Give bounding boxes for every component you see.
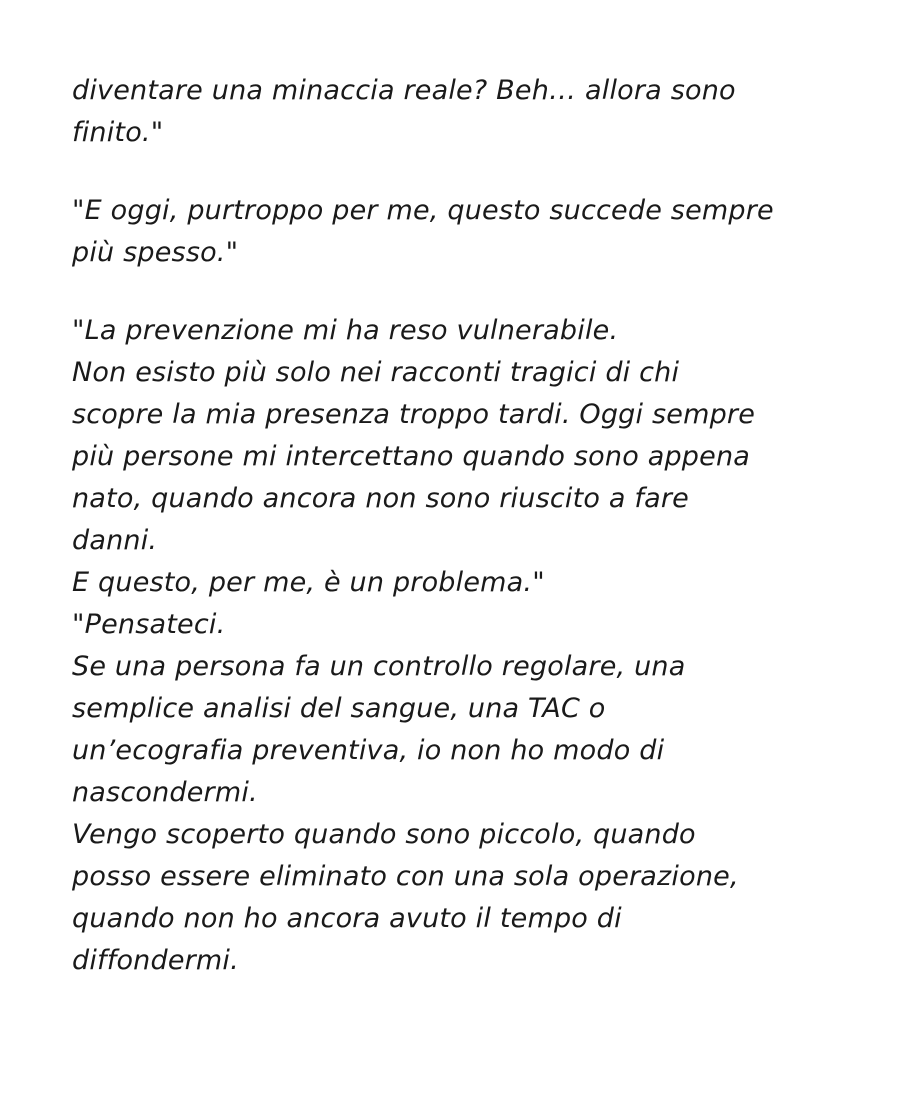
text-line: più persone mi intercettano quando sono appena: [72, 441, 751, 472]
text-line: un’ecografia preventiva, io non ho modo di: [72, 735, 665, 766]
text-line: "Pensateci.: [72, 609, 226, 640]
text-line: E questo, per me, è un problema.": [72, 567, 545, 598]
text-line: nato, quando ancora non sono riuscito a fare: [72, 483, 689, 514]
text-line: "E oggi, purtroppo per me, questo succede sempre: [72, 195, 774, 226]
text-line: Se una persona fa un controllo regolare, una: [72, 651, 686, 682]
text-line: nascondermi.: [72, 777, 258, 808]
paragraph-3: [72, 310, 862, 982]
text-line: finito.": [72, 117, 164, 148]
text-line: diventare una minaccia reale? Beh… allora sono: [72, 75, 736, 106]
text-line: Non esisto più solo nei racconti tragici di chi: [72, 357, 680, 388]
paragraph-2: [72, 190, 862, 274]
document-body: [72, 70, 862, 982]
text-line: posso essere eliminato con una sola operazione,: [72, 861, 739, 892]
text-line: semplice analisi del sangue, una TAC o: [72, 693, 606, 724]
text-line: Vengo scoperto quando sono piccolo, quando: [72, 819, 696, 850]
text-line: danni.: [72, 525, 158, 556]
paragraph-1: [72, 70, 862, 154]
text-line: quando non ho ancora avuto il tempo di: [72, 903, 622, 934]
text-line: più spesso.": [72, 237, 239, 268]
paragraph-spacer: [72, 154, 862, 190]
text-line: diffondermi.: [72, 945, 239, 976]
text-line: scopre la mia presenza troppo tardi. Oggi sempre: [72, 399, 756, 430]
text-line: "La prevenzione mi ha reso vulnerabile.: [72, 315, 619, 346]
paragraph-spacer: [72, 274, 862, 310]
